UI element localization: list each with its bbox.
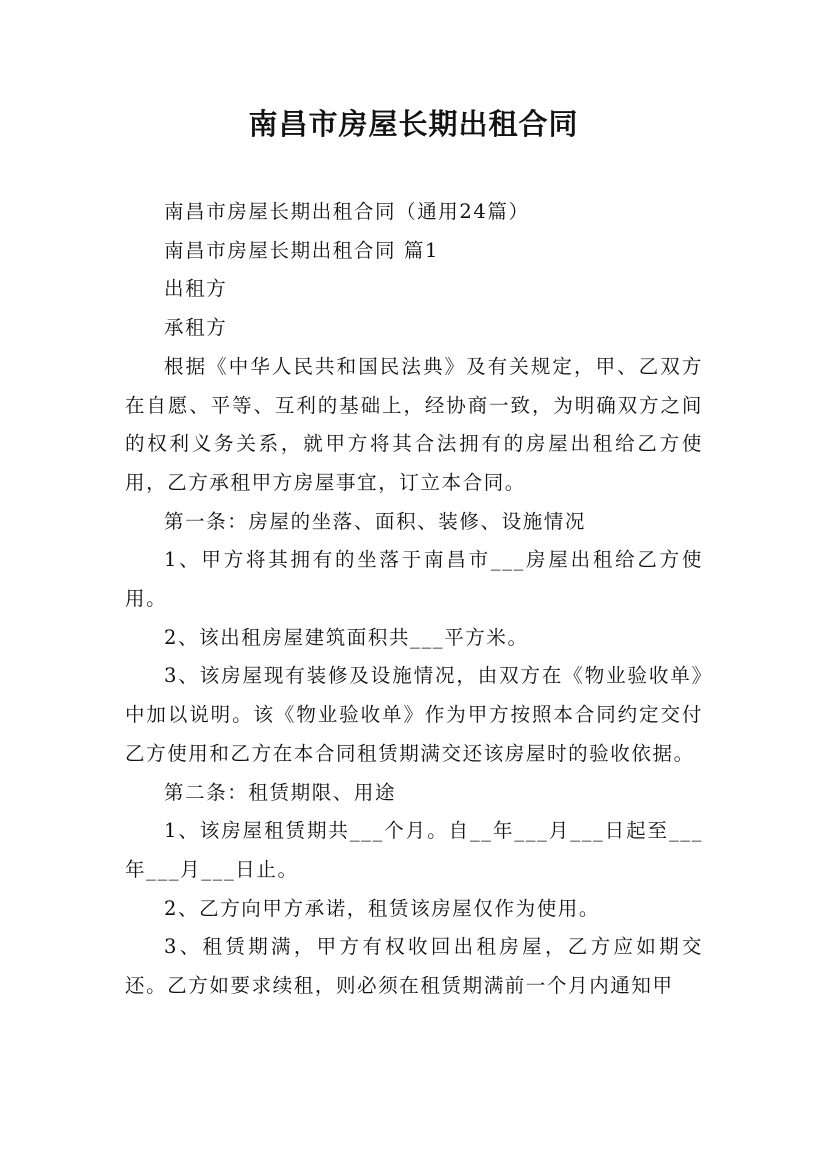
paragraph-article-2-heading: 第二条：租赁期限、用途 [164, 780, 397, 804]
paragraph-article-1-heading: 第一条：房屋的坐落、面积、装修、设施情况 [164, 509, 587, 533]
paragraph-section-heading: 南昌市房屋长期出租合同 篇1 [164, 238, 440, 262]
paragraph-article-2-item-2: 2、乙方向甲方承诺，租赁该房屋仅作为使用。 [164, 896, 601, 920]
paragraph-article-1-item-1: 1、甲方将其拥有的坐落于南昌市___房屋出租给乙方使用。 [125, 548, 703, 611]
paragraph-article-2-item-3: 3、租赁期满，甲方有权收回出租房屋，乙方应如期交还。乙方如要求续租，则必须在租赁期满前一个月内通知甲 [125, 935, 703, 998]
paragraph-article-2-item-1: 1、该房屋租赁期共___个月。自__年___月___日起至___年___月___日止。 [125, 819, 703, 881]
paragraph-article-1-item-3: 3、该房屋现有装修及设施情况，由双方在《物业验收单》中加以说明。该《物业验收单》作为甲方按照本合同约定交付乙方使用和乙方在本合同租赁期满交还该房屋时的验收依据。 [125, 664, 703, 765]
paragraph-article-1-item-2: 2、该出租房屋建筑面积共___平方米。 [164, 625, 529, 649]
document-body [125, 193, 703, 1006]
document-title: 南昌市房屋长期出租合同 [248, 107, 579, 141]
paragraph-lessor: 出租方 [164, 277, 228, 301]
paragraph-subtitle: 南昌市房屋长期出租合同（通用24篇） [164, 200, 530, 223]
paragraph-preamble: 根据《中华人民共和国民法典》及有关规定，甲、乙双方在自愿、平等、互利的基础上，经协商一致，为明确双方之间的权利义务关系，就甲方将其合法拥有的房屋出租给乙方使用，乙方承租甲方房屋事宜，订立本合同。 [125, 354, 703, 494]
paragraph-lessee: 承租方 [164, 316, 228, 340]
